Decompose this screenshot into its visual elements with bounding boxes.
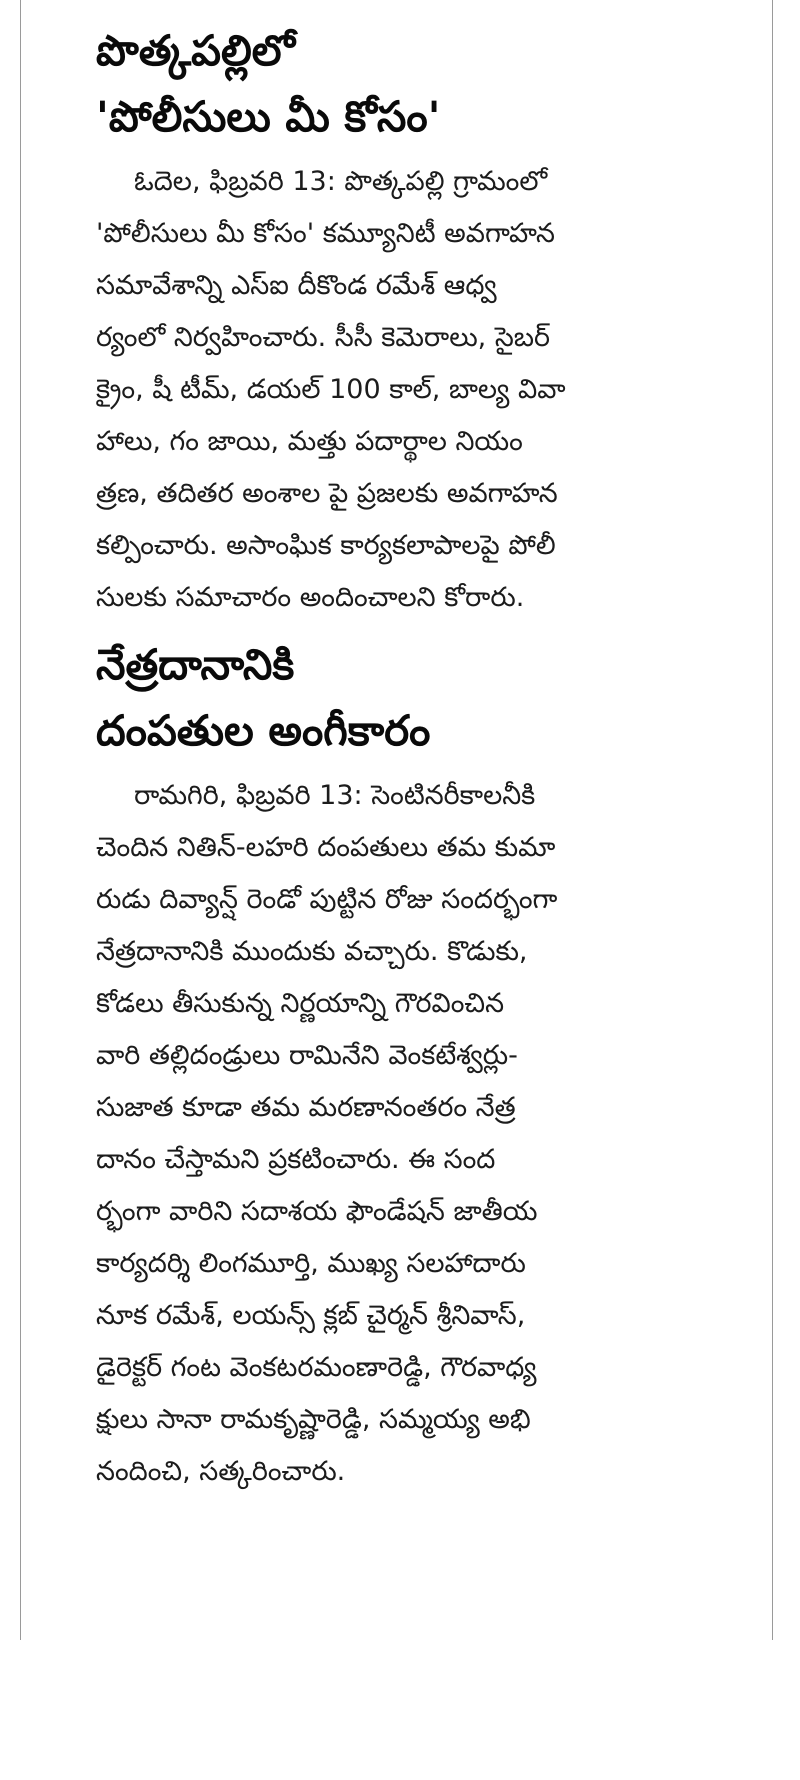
body-line: ర్భంగా వారిని సదాశయ ఫౌండేషన్ జాతీయ	[96, 1196, 538, 1227]
body-line: రామగిరి, ఫిబ్రవరి 13: సెంటినరీకాలనీకి	[134, 780, 536, 811]
body-line: నూక రమేశ్, లయన్స్ క్లబ్ చైర్మన్ శ్రీనివాస్,	[96, 1300, 526, 1331]
body-line: త్రణ, తదితర అంశాల పై ప్రజలకు అవగాహన	[96, 478, 558, 509]
body-line: సుజాత కూడా తమ మరణానంతరం నేత్ర	[96, 1092, 516, 1123]
left-column-rule	[20, 0, 21, 1640]
body-line: కల్పించారు. అసాంఘిక కార్యకలాపాలపై పోలీ	[96, 530, 556, 561]
article-police-for-you	[96, 18, 746, 624]
headline-line: దంపతుల అంగీకారం	[96, 706, 431, 755]
article-body	[96, 770, 746, 1498]
body-line: క్షులు సానా రామకృష్ణారెడ్డి, సమ్మయ్య అభి	[96, 1404, 531, 1435]
body-line: రుడు దివ్యాన్ష్ రెండో పుట్టిన రోజు సందర్భంగా	[96, 884, 558, 915]
news-column	[96, 18, 746, 1506]
article-headline	[96, 632, 746, 764]
body-line: డైరెక్టర్ గంట వెంకటరమంణారెడ్డి, గౌరవాధ్య	[96, 1352, 537, 1383]
article-headline	[96, 18, 746, 150]
body-line: సులకు సమాచారం అందించాలని కోరారు.	[96, 582, 525, 613]
body-line: చెందిన నితిన్-లహరి దంపతులు తమ కుమా	[96, 832, 556, 863]
article-eye-donation	[96, 632, 746, 1498]
body-line: సమావేశాన్ని ఎస్ఐ దీకొండ రమేశ్ ఆధ్వ	[96, 270, 497, 301]
body-line: వారి తల్లిదండ్రులు రామినేని వెంకటేశ్వర్లు-	[96, 1040, 518, 1071]
headline-line: పొత్కపల్లిలో	[96, 26, 295, 75]
body-line: క్రైం, షీ టీమ్, డయల్ 100 కాల్, బాల్య వివా	[96, 374, 566, 405]
headline-line: 'పోలీసులు మీ కోసం'	[96, 92, 441, 141]
article-body	[96, 156, 746, 624]
body-line: హాలు, గం జాయి, మత్తు పదార్థాల నియం	[96, 426, 523, 457]
headline-line: నేత్రదానానికి	[96, 640, 295, 689]
body-line: కోడలు తీసుకున్న నిర్ణయాన్ని గౌరవించిన	[96, 988, 505, 1019]
right-column-rule	[772, 0, 773, 1640]
body-line: నందించి, సత్కరించారు.	[96, 1456, 346, 1487]
body-line: 'పోలీసులు మీ కోసం' కమ్యూనిటీ అవగాహన	[96, 218, 555, 249]
body-line: కార్యదర్శి లింగమూర్తి, ముఖ్య సలహాదారు	[96, 1248, 526, 1279]
body-line: దానం చేస్తామని ప్రకటించారు. ఈ సంద	[96, 1144, 496, 1175]
body-line: ర్యంలో నిర్వహించారు. సీసీ కెమెరాలు, సైబర్	[96, 322, 551, 353]
body-line: ఓదెల, ఫిబ్రవరి 13: పొత్కపల్లి గ్రామంలో	[134, 166, 548, 197]
body-line: నేత్రదానానికి ముందుకు వచ్చారు. కొడుకు,	[96, 936, 528, 967]
